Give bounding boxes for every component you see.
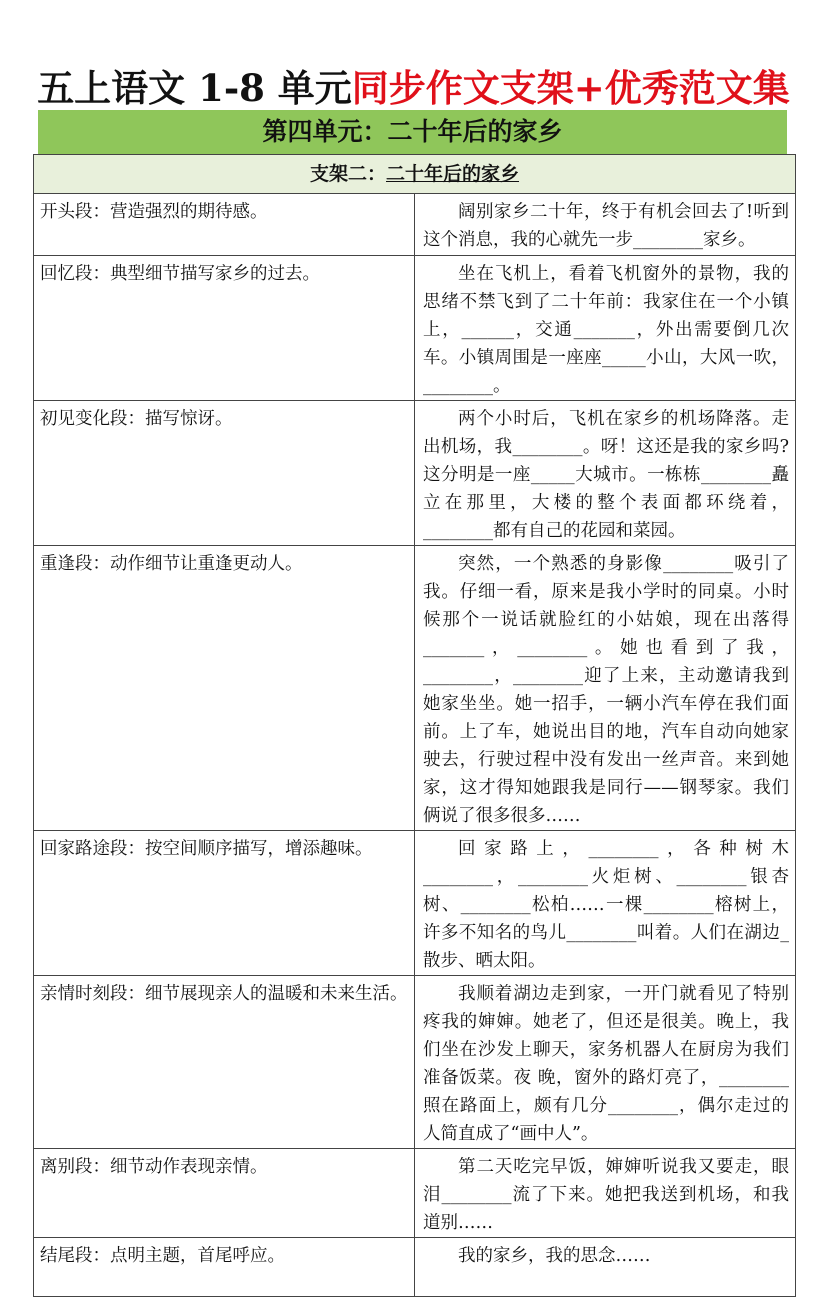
table-row (34, 401, 796, 546)
frame-heading-prefix: 支架二： (309, 163, 386, 185)
table-row (34, 1149, 796, 1238)
writing-frame-table (33, 154, 796, 1297)
row-text-ending: 我的家乡，我的思念…… (415, 1238, 796, 1297)
row-label-ending: 结尾段：点明主题，首尾呼应。 (34, 1238, 415, 1297)
table-row (34, 976, 796, 1149)
table-row (34, 194, 796, 256)
title-black-part: 五上语文 1-8 单元 (37, 66, 352, 110)
frame-heading (34, 155, 796, 194)
row-text-family: 我顺着湖边走到家，一开门就看见了特别疼我的婶婶。她老了，但还是很美。晚上，我们坐在沙发上聊天，家务机器人在厨房为我们准备饭菜。夜 晚，窗外的路灯亮了，________照在路面上，颇有几分________，偶尔走过的人简直成了“画中人”。 (415, 976, 796, 1149)
row-text-farewell: 第二天吃完早饭，婶婶听说我又要走，眼泪________流了下来。她把我送到机场，和我道别…… (415, 1149, 796, 1238)
row-label-opening: 开头段：营造强烈的期待感。 (34, 194, 415, 256)
table-row (34, 831, 796, 976)
page-title (0, 58, 827, 112)
row-label-family: 亲情时刻段：细节展现亲人的温暖和未来生活。 (34, 976, 415, 1149)
row-text-first-change: 两个小时后，飞机在家乡的机场降落。走出机场，我________。呀！这还是我的家乡吗?这分明是一座_____大城市。一栋栋________矗立在那里，大楼的整个表面都环绕着，________都有自己的花园和菜园。 (415, 401, 796, 546)
title-red-part: 同步作文支架+优秀范文集 (351, 66, 790, 110)
row-label-farewell: 离别段：细节动作表现亲情。 (34, 1149, 415, 1238)
row-label-memory: 回忆段：典型细节描写家乡的过去。 (34, 256, 415, 401)
row-label-first-change: 初见变化段：描写惊讶。 (34, 401, 415, 546)
row-label-way-home: 回家路途段：按空间顺序描写，增添趣味。 (34, 831, 415, 976)
row-text-way-home: 回家路上，________，各种树木________，________火炬树、________银杏树、________松柏……一棵________榕树上，许多不知名的鸟儿________叫着。人们在湖边_散步、晒太阳。 (415, 831, 796, 976)
unit-heading: 第四单元：二十年后的家乡 (38, 110, 787, 154)
row-text-reunion: 突然，一个熟悉的身影像________吸引了我。仔细一看，原来是我小学时的同桌。小时候那个一说话就脸红的小姑娘，现在出落得_______，________。她也看到了我，________，________迎了上来，主动邀请我到她家坐坐。她一招手，一辆小汽车停在我们面前。上了车，她说出目的地，汽车自动向她家驶去，行驶过程中没有发出一丝声音。来到她家，这才得知她跟我是同行——钢琴家。我们俩说了很多很多…… (415, 546, 796, 831)
table-row (34, 256, 796, 401)
row-text-opening: 阔别家乡二十年，终于有机会回去了!听到这个消息，我的心就先一步________家乡。 (415, 194, 796, 256)
frame-heading-topic: 二十年后的家乡 (386, 163, 520, 185)
table-row (34, 1238, 796, 1297)
table-row (34, 546, 796, 831)
row-text-memory: 坐在飞机上，看着飞机窗外的景物，我的思绪不禁飞到了二十年前：我家住在一个小镇上，______，交通_______，外出需要倒几次车。小镇周围是一座座_____小山，大风一吹，________。 (415, 256, 796, 401)
row-label-reunion: 重逢段：动作细节让重逢更动人。 (34, 546, 415, 831)
